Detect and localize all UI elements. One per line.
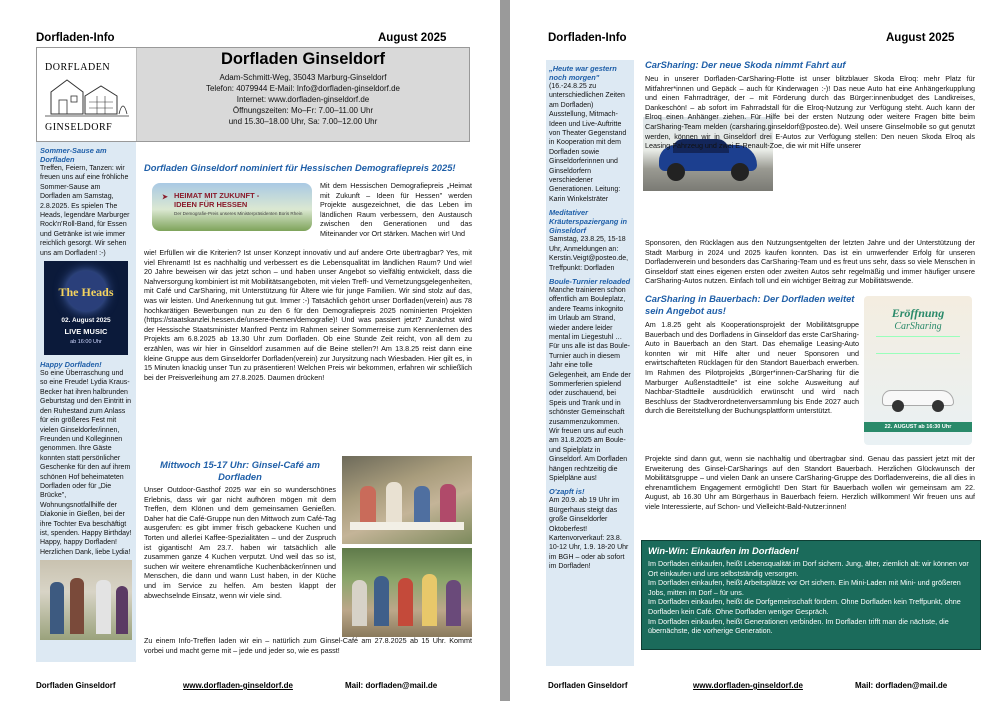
sommer-text: Treffen, Feiern, Tanzen: wir freuen uns auf eine fröhliche Sommer-Sause am Dorfladen am Samstag, 2.8.2025. Es spielen The Heads, legendäre Marburger Rock'n'Roll-Band, für Essen und Getränke ist wie immer reichlich gesorgt. Wir sehen uns am Dorfladen! :-) [40,165,130,257]
sidebar-oktoberfest-title: O'zapft is! [549,487,585,497]
footer-mail: Mail: dorfladen@mail.de [345,681,438,690]
winwin-line-3: Im Dorfladen einkaufen, heißt die Dorfgemeinschaft fördern. Ohne Dorfladen kein Treffpunkt, ohne Dorfladen kein Café. Ohne Dorfladen weniger Gespräch. [648,597,961,616]
sidebar-left [36,142,136,662]
article3-text-top: Neu in unserer Dorfladen-CarSharing-Flotte ist unser blitzblauer Skoda Elroq: mehr Platz für Mitfahrer*innen und Gepäck – auch für Kinderwagen :-)! Das neue Auto hat eine Anhängerkupplung und einen Fahrradträger, der – mit Förderung durch das Bürger:innenbudget des Landkreises, Dankeschön! – ab sofort im Fahrradstall für die Elroq-Nutzung zur Verfügung steht. Auch kann der Elroq einen Anhänger ziehen. Für Hilfe bei der ersten Nutzung oder weitere Fragen bitte beim CarSharing-Team melden (carsharing.ginseldorf@posteo.de). Weil unsere Ginselmobile so gut genutzt werden, können wir in Ginseldorf drei E-Autos zur Verfügung stellen: Den neuen Skoda Elroq als Leasing-Fahrzeug und zwei E-Renault-Zoe, die wir mit Hilfe unserer [645,74,975,151]
running-header-right: August 2025 [886,32,955,44]
footer-mail: Mail: dorfladen@mail.de [855,681,948,690]
masthead-hours-2: und 15.30–18.00 Uhr, Sa: 7.00–12.00 Uhr [228,117,378,126]
masthead-title: Dorfladen Ginseldorf [220,50,386,68]
footer-website-link[interactable]: www.dorfladen-ginseldorf.de [183,681,293,690]
footer-left: Dorfladen Ginseldorf [548,681,628,690]
sidebar-kraeuter-text: Samstag, 23.8.25, 15-18 Uhr, Anmeldungen an: Kerstin.Veigt@posteo.de, Treffpunkt: Dorfladen [549,236,629,272]
banner-line2: IDEEN FÜR HESSEN [174,200,248,209]
page-gutter [500,0,510,701]
winwin-line-4: Im Dorfladen einkaufen, heißt Generationen verbinden. Im Dorfladen trifft man die nächste, die übernächste, die vorherige Generation. [648,616,949,636]
band-poster [44,261,128,355]
article2-text-side: Unser Outdoor-Gasthof 2025 war ein so wunderschönes Erlebnis, dass wir gar nicht aufhören mögen mit dem Treffen, dem Klönen und dem gemeinsamen Genießen. Daher hat die Café-Gruppe nun den Mittwoch zum Café-Tag ausgerufen: es gibt immer frisch gebackene Kuchen und Torten und allerlei Kaffee-Spezialitäten – und der Zuspruch ist gigantisch! Am 23.7. haben wir tatsächlich alle zusammen ganze 4 Kuchen verputzt. Und weil das so ist, suchen wir weitere ehrenamtliche Kuchenbäcker/innen und Menschen, die dann und wann Lust haben, in der Küche und im Service zu helfen. Am besten klappt der abwechselnde Einsatz, wenn wir viele sind. [144,485,336,600]
happy-text: So eine Überraschung und so eine Freude! Lydia Kraus-Becker hat ihren halbrunden Geburtstag und den Eintritt in den Ruhestand zum Anlass für ein größeres Fest mit vielen Ginseldorfer/innen, Freunden und Kolleginnen genommen. Ihre Gäste konnten statt persönlicher Geschenke für den auf ihrem schönen Hof beheimateten Dorfladen oder für „Die Brücke", Wohnungsnotfallhilfe der Diakonie in Gießen, bei der ihre Tochter Eva beschäftigt ist, spenden. Happy Birthday! Happy, happy Dorfladen! Herzlichen Dank, liebe Lydia! [40,370,132,556]
newsletter-page-1 [0,0,500,701]
poster-date: 02. August 2025 [61,317,111,325]
poster-eroeffnung-date: 22. AUGUST ab 16:30 Uhr [864,422,972,432]
poster-carsharing-sub: CarSharing [894,321,942,332]
logo-house-drawing [45,76,129,120]
article2-text: Zu einem Info-Treffen laden wir ein – natürlich zum Ginsel-Café am 27.8.2025 ab 15 Uhr. Kommt vorbei und macht gerne mit – jede und jeder so, wie es passt! [144,636,472,655]
running-header-left: Dorfladen-Info [36,32,115,44]
cafe-photo-2 [342,548,472,637]
logo-word-top: DORFLADEN [45,62,111,73]
sidebar-right [546,60,634,666]
article4-title: CarSharing in Bauerbach: Der Dorfladen weitet sein Angebot aus! [645,293,855,316]
winwin-box [641,540,981,650]
happy-title: Happy Dorfladen! [40,360,102,370]
article4-text-side: Am 1.8.25 geht als Kooperationsprojekt der Mobilitätsgruppe Bauerbach und des Dorfladens in Ginseldorf das erste CarSharing-Auto in Bauerbach an den Start. Das ehemalige Leasing-Auto konnten wir mit Hilfe alter und neuer Sponsoren und erwirtschafteten Rücklagen für den Standort Bauerbach erwerben. Im Rahmen des Pilotprojekts „Bürger*innen-CarSharing für die Marburger Außenstadtteile" ist eine solche Ausweitung auf Nachbar-Stadtteile ausdrücklich erwünscht und wird nach Beschluss der Stadtverordnetenversammlung bis Ende 2027 auch durch die Bereitstellung der Buchungsplattform unterstützt. [645,320,859,416]
winwin-title: Win-Win: Einkaufen im Dorfladen! [648,545,799,556]
sidebar-boule-title: Boule-Turnier reloaded [549,276,631,286]
cafe-photo-1 [342,456,472,544]
winwin-line-1: Im Dorfladen einkaufen, heißt Lebensqualität im Dorf sichern. Jung, älter, ziemlich alt: wir können vor Ort einkaufen und uns selbstständig versorgen. [648,559,969,578]
masthead-address: Adam-Schmitt-Weg, 35043 Marburg-Ginseldorf [219,73,387,82]
winwin-line-2: Im Dorfladen einkaufen, heißt Arbeitsplätze vor Ort sichern. Ein Mini-Laden mit Mini- und größeren Jobs, mitten im Dorf – für uns. [648,578,961,597]
sidebar-boule-text: Manche trainieren schon offentlich am Bouleplatz, andere Teams inkognito im Urlaub am Strand, wieder andere leider mental im Liegestuhl … Für uns alle ist das Boule-Turnier auch in diesem Jahr eine tolle Gelegenheit, am Ende der Sommerferien spielend oder zuschauend, bei Speis und Trank und in schönster Gemeinschaft zusammenzukommen. Wir freuen uns auf euch am 31.8.2025 am Boule- und Spielplatz in Ginseldorf. Am Dorfladen hängen rechtzeitig die Spielpläne aus! [549,286,631,483]
running-header-right: August 2025 [378,32,447,44]
article1-title: Dorfladen Ginseldorf nominiert für Hessischen Demografiepreis 2025! [144,162,456,173]
running-header-left: Dorfladen-Info [548,32,627,44]
masthead-info [137,48,469,141]
poster-time: ab 16:00 Uhr [70,339,102,346]
demografie-banner: ➤ HEIMAT MIT ZUKUNFT - IDEEN FÜR HESSEN Der Demografie-Preis unseres Ministerpräsidenten Boris Rhein [152,183,312,231]
cafe-photos [342,456,472,637]
poster-live: LIVE MUSIC [64,327,108,337]
sommer-title: Sommer-Sause am Dorfladen [40,146,107,164]
masthead-phone: Telefon: 4079944 E-Mail: Info@dorfladen-ginseldorf.de [205,84,401,93]
sidebar-heute-title: „Heute war gestern noch morgen" [549,64,617,82]
footer-left: Dorfladen Ginseldorf [36,681,116,690]
sidebar-oktoberfest-text: Am 20.9. ab 19 Uhr im Bürgerhaus steigt das große Ginseldorfer Oktoberfest! Kartenvorverkauf: 23.8. 10-12 Uhr, 1.9. 18-20 Uhr im BGH – oder ab sofort im Dorfladen! [549,497,629,571]
article3-title: CarSharing: Der neue Skoda nimmt Fahrt auf [645,59,846,70]
article3-text: Sponsoren, den Rücklagen aus den Nutzungsentgelten der letzten Jahre und der Unterstützung der Stadt Marburg in 2024 und 2025 kaufen konnten. Das ist ein umwerfender Erfolg für unseren Dorfladenverein und besonders das CarSharing-Team und es freut uns sehr, dass so viele Menschen in Ginseldorf statt eines eigenen ersten oder zweiten Autos sehr regelmäßig und immer häufiger unsere CarSharing-Autos nutzen. Einfach toll und ein wichtiger Beitrag zur Mobilitätswende. [645,238,975,286]
banner-line1: HEIMAT MIT ZUKUNFT - [174,191,260,200]
masthead-internet: Internet: www.dorfladen-ginseldorf.de [236,95,370,104]
poster-eroeffnung-title: Eröffnung [891,306,945,320]
masthead [36,47,470,142]
banner-sub: Der Demografie-Preis unseres Ministerpräsidenten Boris Rhein [174,211,303,216]
footer-website-link[interactable]: www.dorfladen-ginseldorf.de [693,681,803,690]
masthead-hours-1: Öffnungszeiten: Mo–Fr: 7.00–11.00 Uhr [232,106,374,115]
birthday-photo [40,560,132,640]
article1-text-side: Mit dem Hessischen Demografiepreis „Heimat mit Zukunft – Ideen für Hessen" werden Projekte ausgezeichnet, die das Leben im ländlichen Raum verbessern, den Austausch zwischen den Generationen und das Miteinander vor Ort stärken. Machen wir! Und [320,181,472,238]
poster-car-drawing [882,384,954,410]
newsletter-page-2 [510,0,1007,701]
sidebar-heute-text: (16.-24.8.25 zu unterschiedlichen Zeiten am Dorfladen) Ausstellung, Mitmach-Ideen und Live-Auftritte von Theater Gegenstand in Kooperation mit dem Dorfladen sowie Ginseldorferinnen und Ginseldorfern verschiedener Generationen. Leitung: Karin Winkelsträter [549,83,627,203]
poster-band: The Heads [58,285,114,300]
logo-word-bottom: GINSELDORF [45,122,113,133]
article2-title: Mittwoch 15-17 Uhr: Ginsel-Café am Dorfladen [160,459,320,482]
article4-text: Projekte sind dann gut, wenn sie nachhaltig und übertragbar sind. Genau das passiert jetzt mit der Erweiterung des Ginsel-CarSharings auf den Standort Bauerbach. Herzlichen Glückwunsch der Mobilitätsgruppe – und vielen Dank an unsere CarSharing-Gruppe des Dorfladenvereins, die all dies in ehrenamtlichem Engagement ermöglicht! Den Start für Bauerbach wollen wir gemeinsam am 22. August, ab 16.30 Uhr am Bürgerhaus in Bauerbach feiern. Herzlich willkommen! Wir freuen uns auf viele Interessierte, auf Schon- und Vielleicht-Bald-Nutzer:innen! [645,454,975,511]
logo [37,48,137,141]
article1-text: wie! Erfüllen wir die Kriterien? Ist unser Konzept innovativ und auf andere Orte übertragbar? Yes, mit viel Ehrenamt! Ist es nachhaltig und verbessert es die Lebensqualität im ländlichen Raum? Und wie! 20 Jahre beweisen wir das jetzt schon – und haben unser Angebot so vielfältig entwickelt, dass die Nahversorgung kombiniert ist mit Mobilitätsangeboten, mit vielen Treff- und Vernetzungsgelegenheiten, mit Café und CarSharing, mit Unterstützung für Ältere wie für junge Familien. Wir sind stolz auf das, was wir leisten. Und Anerkennung tut gut. Immer :-) Tatsächlich gehört unser Dorfladen(verein) aus 78 hochkarätigen Bewerbungen nun zu den 6 für den Demografiepreis 2025 nominierten Projekten (https://staatskanzlei.hessen.de/unsere-themen/demografie)! Und was passiert jetzt? Zunächst wird der Hessische Staatsminister Manfred Pentz im Rahmen seiner Sommerreise zum Kennenlernen des Projekts am 6.8.2025 ab 13.30 Uhr zum Dorfladen. Ob eine Stunde Zeit reicht, von all dem zu erzählen, was wir hier in Ginseldorf zusammen auf die Beine stellen?! Am 13.8.25 reist dann eine kleine Gruppe aus dem Ginseldorfer Dorfladen(verein) zur Jurysitzung nach Wiesbaden. Hier gilt es, in 15 Minuten knackig unser Tun zu präsentieren! Welchen Preis wir bekommen, erfahren wir schließlich bei der Preisverleihung am 27.8.2025. Daumen drücken! [144,248,472,382]
eroeffnung-poster [864,296,972,445]
sidebar-kraeuter-title: Meditativer Kräuterspaziergang in Ginseldorf [549,208,628,236]
